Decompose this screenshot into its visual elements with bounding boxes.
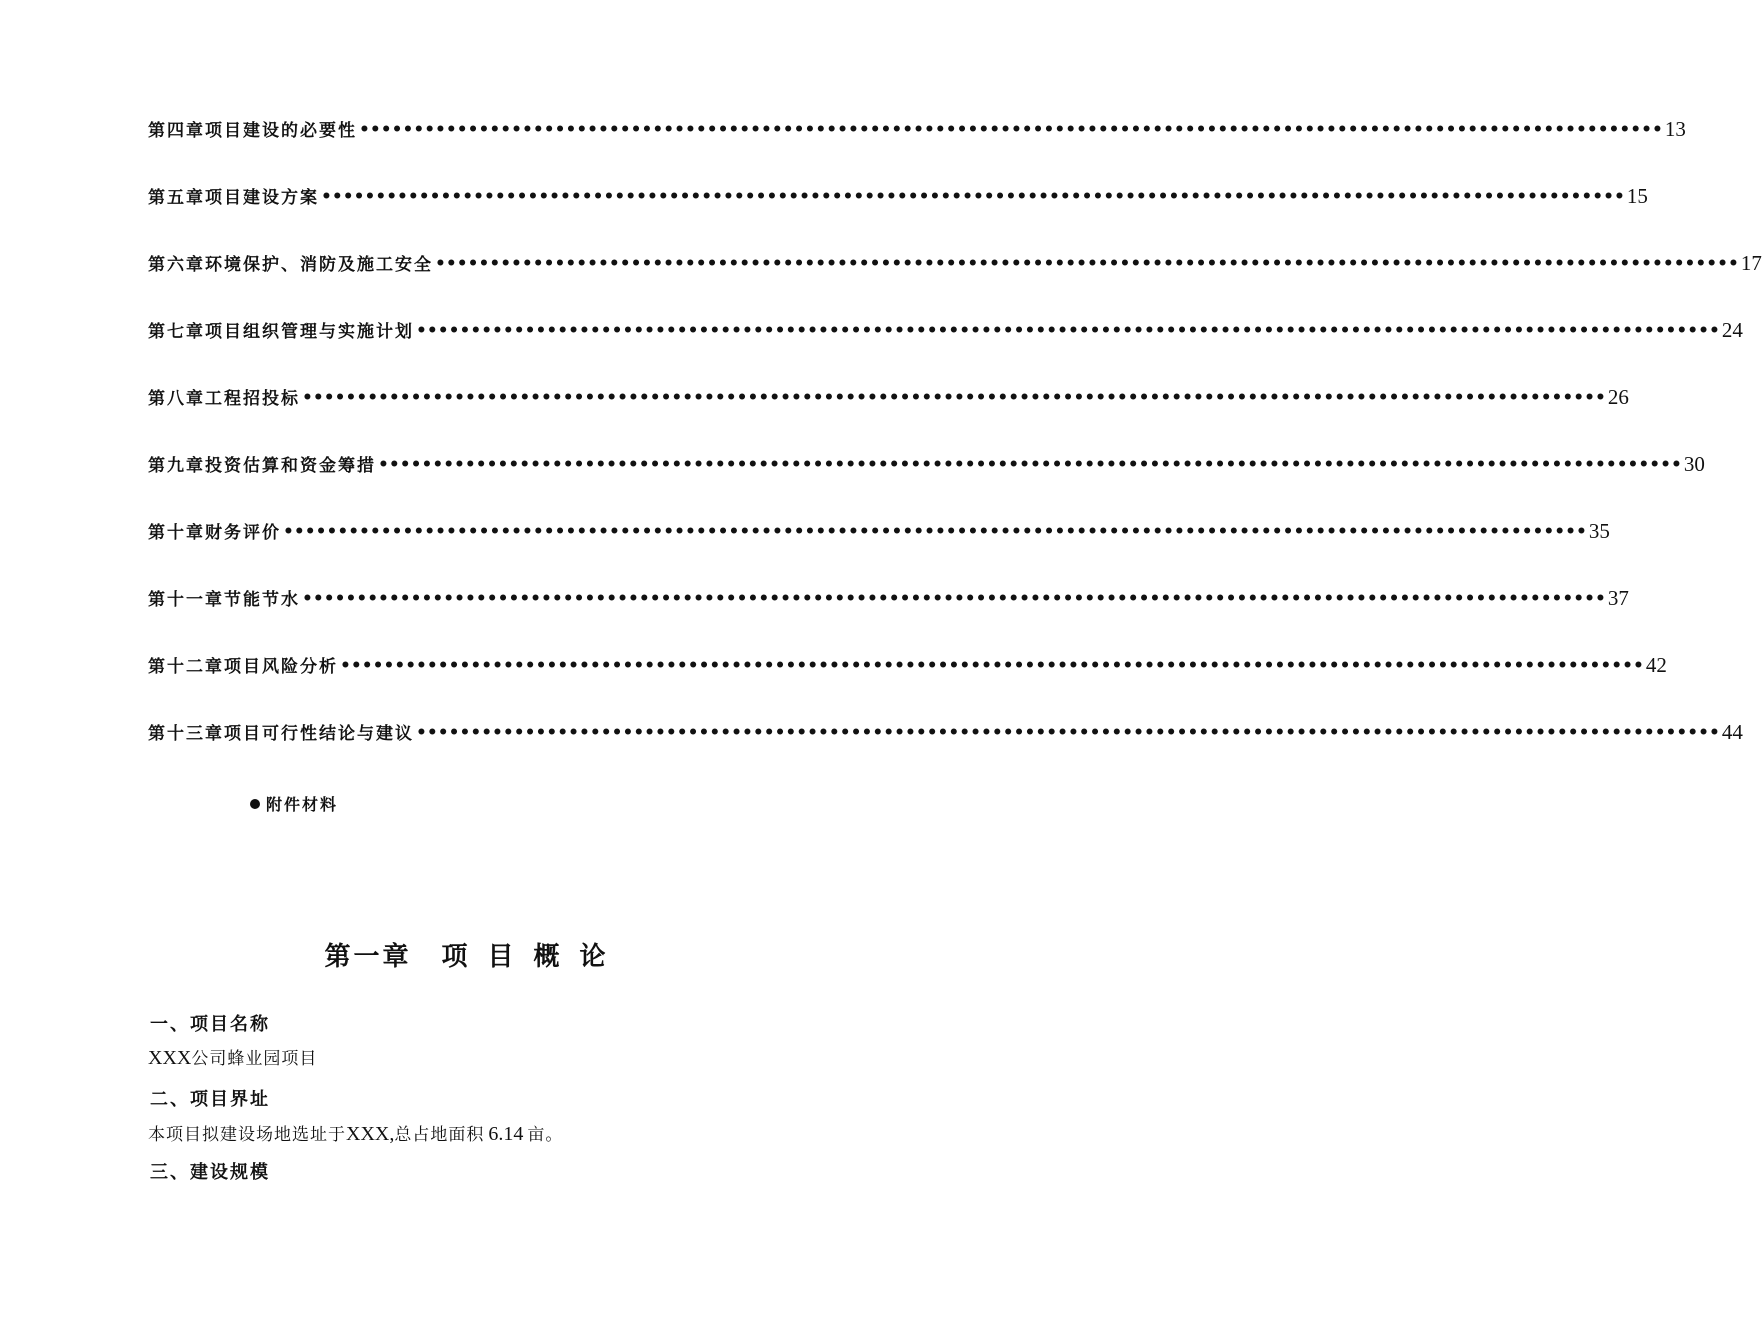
body-text: 亩。 bbox=[527, 1125, 564, 1145]
toc-title: 项目建设方案 bbox=[205, 188, 319, 208]
toc-title: 项目建设的必要性 bbox=[205, 121, 357, 141]
section-body bbox=[148, 1044, 317, 1070]
table-of-contents bbox=[148, 116, 1762, 786]
toc-row[interactable] bbox=[148, 317, 1743, 384]
toc-chapter: 第四章 bbox=[148, 121, 205, 141]
toc-row[interactable] bbox=[148, 384, 1629, 451]
toc-chapter: 第九章 bbox=[148, 456, 205, 476]
toc-page-number: 42 bbox=[1645, 653, 1667, 677]
toc-leader-dots: •••••••••••••••••••••••••••••••••••••••••••••••••••••••••••••••••••••••••••••••••••••••••••••••••••••••••••••••••••••••• bbox=[340, 656, 1644, 676]
toc-leader-dots: •••••••••••••••••••••••••••••••••••••••••••••••••••••••••••••••••••••••••••••••••••••••••••••••••••••••••••••••••••••••• bbox=[302, 388, 1606, 408]
toc-row[interactable] bbox=[148, 451, 1705, 518]
toc-chapter: 第七章 bbox=[148, 322, 205, 342]
toc-row[interactable] bbox=[148, 585, 1629, 652]
toc-leader-dots: •••••••••••••••••••••••••••••••••••••••••••••••••••••••••••••••••••••••••••••••••••••••••••••••••••••••••••••••••••••••• bbox=[302, 589, 1606, 609]
body-latin: XXX, bbox=[346, 1123, 395, 1145]
toc-leader-dots: •••••••••••••••••••••••••••••••••••••••••••••••••••••••••••••••••••••••••••••••••••••••••••••••••••••••••••••••••••••••• bbox=[435, 254, 1739, 274]
toc-title: 环境保护、消防及施工安全 bbox=[205, 255, 433, 275]
toc-row[interactable] bbox=[148, 116, 1686, 183]
attachment-item[interactable] bbox=[250, 792, 338, 815]
toc-row[interactable] bbox=[148, 518, 1610, 585]
toc-chapter: 第八章 bbox=[148, 389, 205, 409]
section-body bbox=[148, 1120, 563, 1146]
toc-leader-dots: •••••••••••••••••••••••••••••••••••••••••••••••••••••••••••••••••••••••••••••••••••••••••••••••••••••••••••••••••••••••• bbox=[416, 321, 1720, 341]
toc-chapter: 第十章 bbox=[148, 523, 205, 543]
toc-page-number: 30 bbox=[1683, 452, 1705, 476]
toc-leader-dots: •••••••••••••••••••••••••••••••••••••••••••••••••••••••••••••••••••••••••••••••••••••••••••••••••••••••••••••••••••••••• bbox=[283, 522, 1587, 542]
toc-title: 项目风险分析 bbox=[224, 657, 338, 677]
toc-page-number: 37 bbox=[1607, 586, 1629, 610]
toc-leader-dots: •••••••••••••••••••••••••••••••••••••••••••••••••••••••••••••••••••••••••••••••••••••••••••••••••••••••••••••••••••••••• bbox=[359, 120, 1663, 140]
toc-title: 节能节水 bbox=[224, 590, 300, 610]
toc-title: 项目可行性结论与建议 bbox=[224, 724, 414, 744]
toc-leader-dots: •••••••••••••••••••••••••••••••••••••••••••••••••••••••••••••••••••••••••••••••••••••••••••••••••••••••••••••••••••••••• bbox=[321, 187, 1625, 207]
toc-title: 投资估算和资金筹措 bbox=[205, 456, 376, 476]
attachment-label: 附件材料 bbox=[266, 795, 339, 814]
toc-page-number: 26 bbox=[1607, 385, 1629, 409]
chapter-number: 第一章 bbox=[324, 942, 412, 972]
toc-leader-dots: •••••••••••••••••••••••••••••••••••••••••••••••••••••••••••••••••••••••••••••••••••••••••••••••••••••••••••••••••••••••• bbox=[416, 723, 1720, 743]
toc-chapter: 第十三章 bbox=[148, 724, 224, 744]
toc-row[interactable] bbox=[148, 719, 1743, 786]
chapter-heading bbox=[0, 936, 950, 973]
toc-row[interactable] bbox=[148, 183, 1648, 250]
section-heading: 二、项目界址 bbox=[150, 1089, 270, 1110]
toc-row[interactable] bbox=[148, 250, 1762, 317]
section-heading: 三、建设规模 bbox=[150, 1162, 270, 1183]
toc-page-number: 44 bbox=[1721, 720, 1743, 744]
bullet-icon bbox=[250, 799, 260, 809]
toc-page-number: 24 bbox=[1721, 318, 1743, 342]
toc-chapter: 第六章 bbox=[148, 255, 205, 275]
toc-row[interactable] bbox=[148, 652, 1667, 719]
toc-chapter: 第十一章 bbox=[148, 590, 224, 610]
toc-title: 财务评价 bbox=[205, 523, 281, 543]
toc-page-number: 13 bbox=[1664, 117, 1686, 141]
toc-leader-dots: •••••••••••••••••••••••••••••••••••••••••••••••••••••••••••••••••••••••••••••••••••••••••••••••••••••••••••••••••••••••• bbox=[378, 455, 1682, 475]
toc-title: 工程招投标 bbox=[205, 389, 300, 409]
body-text: 本项目拟建设场地选址于 bbox=[148, 1125, 346, 1145]
toc-page-number: 35 bbox=[1588, 519, 1610, 543]
body-text: 总占地面积 bbox=[394, 1125, 485, 1145]
chapter-title: 项目概论 bbox=[441, 942, 626, 972]
toc-chapter: 第五章 bbox=[148, 188, 205, 208]
body-number: 6.14 bbox=[488, 1123, 524, 1145]
toc-page-number: 15 bbox=[1626, 184, 1648, 208]
body-text: 公司蜂业园项目 bbox=[191, 1049, 318, 1069]
toc-chapter: 第十二章 bbox=[148, 657, 224, 677]
toc-title: 项目组织管理与实施计划 bbox=[205, 322, 414, 342]
body-latin: XXX bbox=[148, 1047, 192, 1069]
section-heading: 一、项目名称 bbox=[150, 1014, 270, 1035]
toc-page-number: 17 bbox=[1740, 251, 1762, 275]
